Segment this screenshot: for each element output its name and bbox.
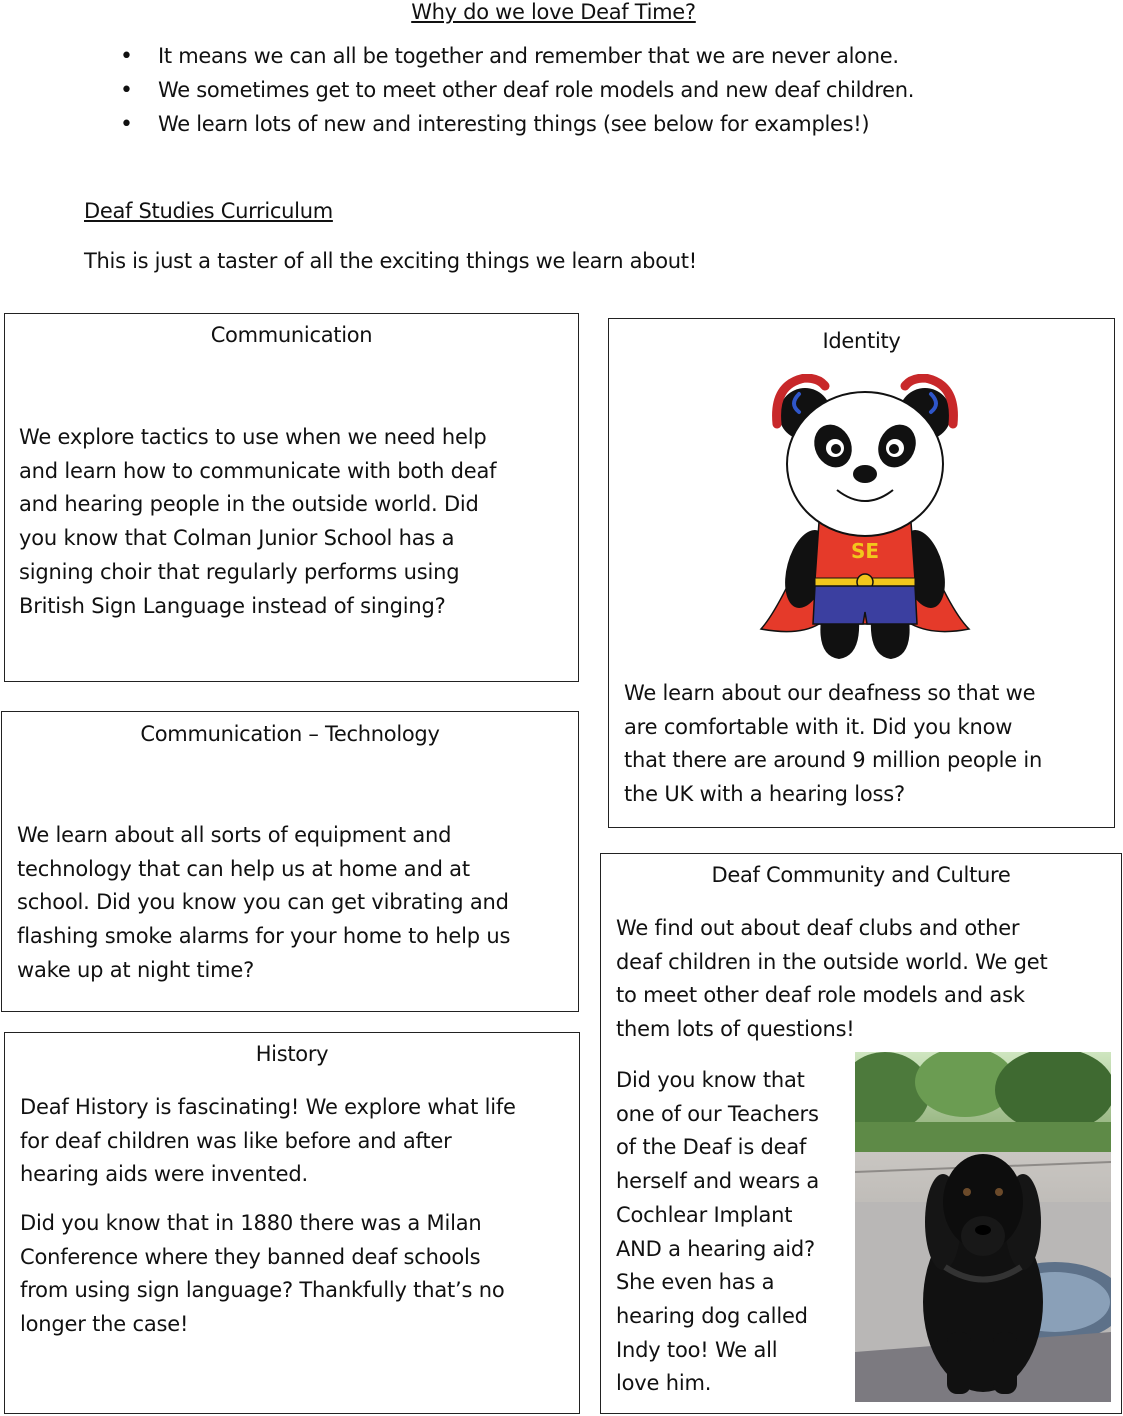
- text-line: Cochlear Implant: [616, 1202, 793, 1227]
- communication-text: [19, 421, 496, 623]
- text-line: are comfortable with it. Did you know: [624, 714, 1013, 739]
- text-line: the UK with a hearing loss?: [624, 782, 905, 807]
- text-line: We learn about all sorts of equipment and: [17, 823, 452, 847]
- identity-title: Identity: [822, 329, 901, 353]
- text-line: technology that can help us at home and at: [17, 856, 470, 881]
- communication-title: Communication: [210, 323, 373, 347]
- identity-box: [608, 318, 1115, 828]
- communication-box: [4, 313, 579, 682]
- curriculum-intro: This is just a taster of all the exciting things we learn about!: [84, 249, 697, 273]
- text-line: them lots of questions!: [616, 1017, 855, 1042]
- text-line: to meet other deaf role models and ask: [616, 983, 1025, 1008]
- text-line: British Sign Language instead of singing?: [19, 593, 446, 618]
- culture-paragraph-2: [616, 1064, 819, 1401]
- text-line: Deaf History is fascinating! We explore what life: [20, 1095, 516, 1119]
- text-line: We explore tactics to use when we need help: [19, 425, 487, 449]
- page-heading: Why do we love Deaf Time?: [411, 0, 696, 24]
- text-line: for deaf children was like before and after: [20, 1128, 452, 1153]
- text-line: AND a hearing aid?: [616, 1236, 815, 1261]
- superhero-panda-image: [759, 374, 971, 664]
- text-line: Indy too! We all: [616, 1337, 778, 1362]
- text-line: of the Deaf is deaf: [616, 1135, 807, 1160]
- text-line: and learn how to communicate with both deaf: [19, 458, 497, 483]
- text-line: longer the case!: [20, 1312, 189, 1337]
- text-line: We find out about deaf clubs and other: [616, 916, 1020, 940]
- technology-text: [17, 819, 510, 988]
- history-title: History: [255, 1042, 329, 1066]
- culture-title: Deaf Community and Culture: [711, 863, 1011, 887]
- text-line: Did you know that in 1880 there was a Milan: [20, 1211, 482, 1235]
- history-paragraph-1: [20, 1091, 516, 1192]
- text-line: from using sign language? Thankfully that’s no: [20, 1278, 505, 1303]
- culture-box: [600, 853, 1122, 1414]
- technology-title: Communication – Technology: [140, 722, 440, 746]
- text-line: deaf children in the outside world. We get: [616, 949, 1048, 974]
- history-box: [4, 1032, 580, 1414]
- text-line: wake up at night time?: [17, 957, 255, 982]
- reasons-list: [120, 44, 914, 146]
- text-line: and hearing people in the outside world. Did: [19, 492, 479, 517]
- text-line: school. Did you know you can get vibrating and: [17, 890, 509, 915]
- identity-text: [624, 677, 1042, 812]
- text-line: that there are around 9 million people in: [624, 748, 1043, 773]
- text-line: We learn about our deafness so that we: [624, 681, 1036, 705]
- list-item: • We learn lots of new and interesting things (see below for examples!): [120, 112, 914, 146]
- history-paragraph-2: [20, 1207, 504, 1342]
- hearing-dog-photo: [855, 1052, 1111, 1402]
- text-line: She even has a: [616, 1270, 775, 1295]
- text-line: you know that Colman Junior School has a: [19, 526, 455, 551]
- text-line: herself and wears a: [616, 1169, 820, 1194]
- text-line: hearing aids were invented.: [20, 1162, 308, 1187]
- list-item: • It means we can all be together and remember that we are never alone.: [120, 44, 914, 78]
- text-line: hearing dog called: [616, 1303, 808, 1328]
- text-line: signing choir that regularly performs using: [19, 559, 460, 584]
- panda-badge-text: SE: [850, 539, 880, 563]
- culture-paragraph-1: [616, 912, 1048, 1047]
- text-line: one of our Teachers: [616, 1101, 819, 1126]
- text-line: flashing smoke alarms for your home to help us: [17, 924, 511, 949]
- curriculum-title: Deaf Studies Curriculum: [84, 199, 333, 223]
- text-line: Did you know that: [616, 1068, 805, 1092]
- text-line: Conference where they banned deaf schools: [20, 1244, 481, 1269]
- text-line: love him.: [616, 1371, 712, 1396]
- list-item: • We sometimes get to meet other deaf role models and new deaf children.: [120, 78, 914, 112]
- technology-box: [1, 711, 579, 1012]
